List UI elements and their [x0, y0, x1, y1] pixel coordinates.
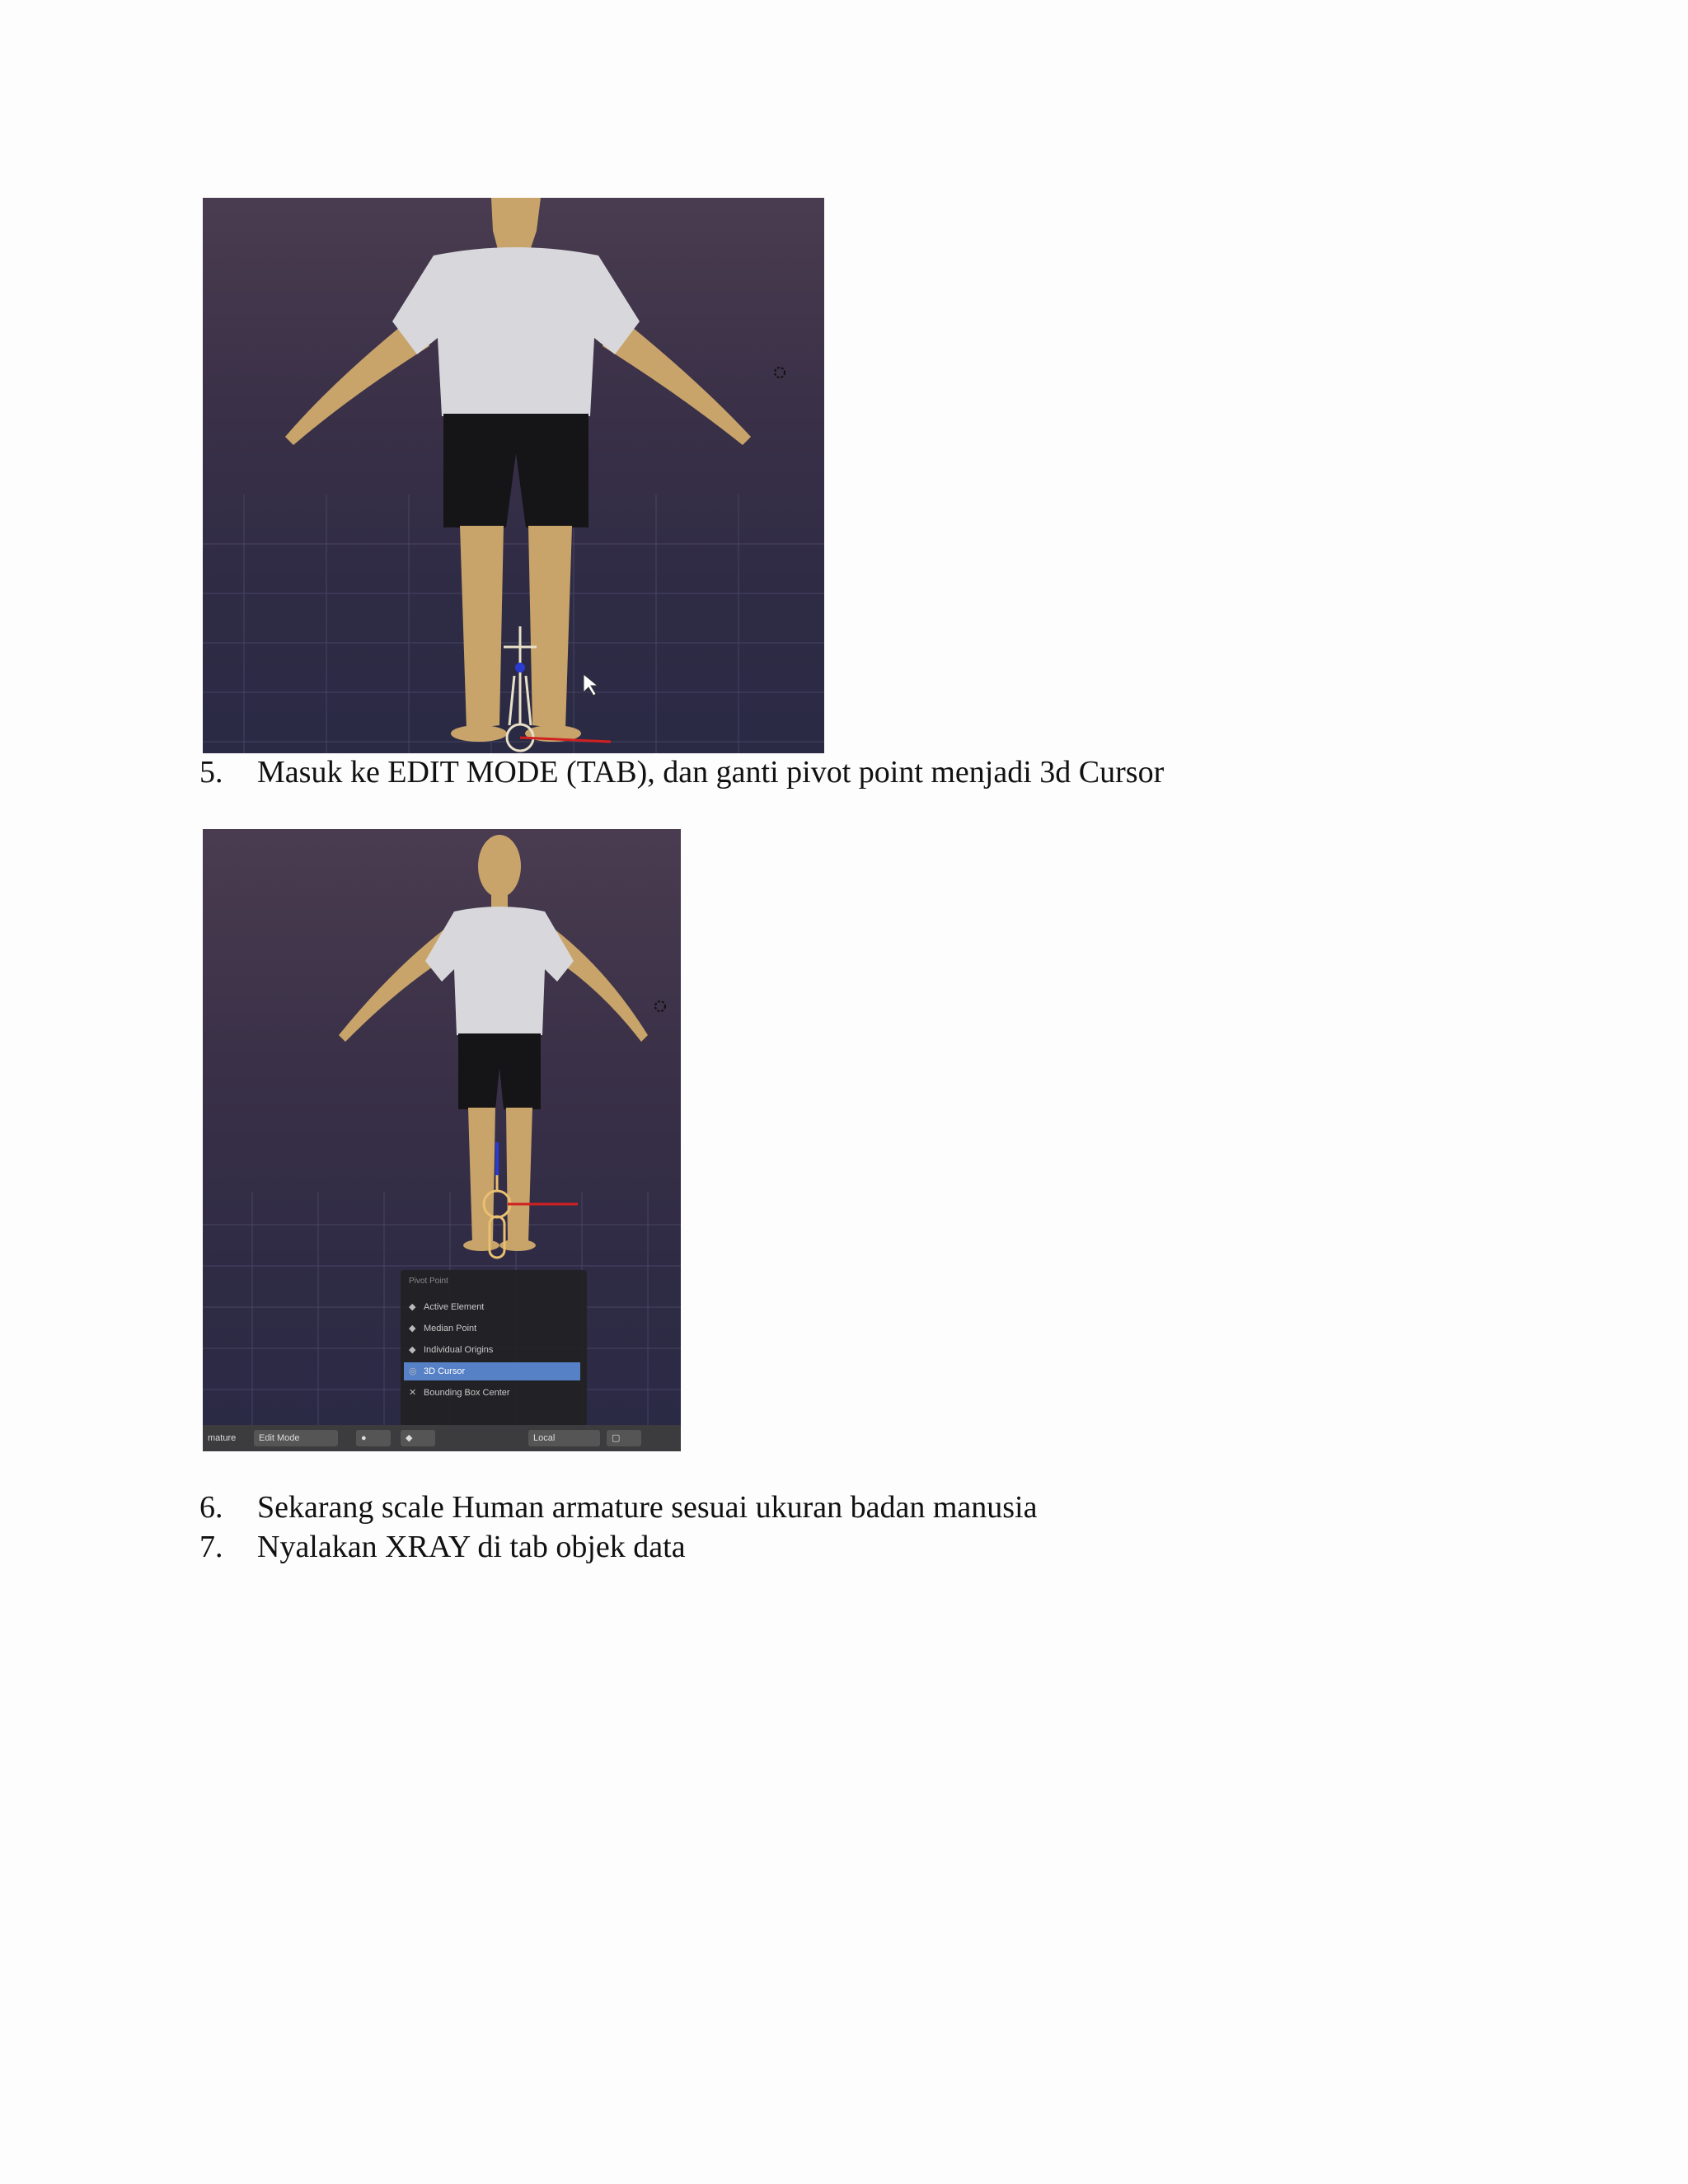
active-element-icon: ◆: [409, 1302, 416, 1312]
step-text: Nyalakan XRAY di tab objek data: [257, 1530, 686, 1564]
menu-item-individual-origins[interactable]: [404, 1341, 580, 1359]
menu-item-label: Individual Origins: [424, 1345, 494, 1355]
step-text: Masuk ke EDIT MODE (TAB), dan ganti pivot point menjadi 3d Cursor: [257, 755, 1165, 790]
pivot-point-select[interactable]: ◆: [401, 1430, 435, 1446]
step-6: [199, 1488, 1037, 1526]
menu-item-bounding-box-center[interactable]: [404, 1384, 580, 1402]
step-7: [199, 1528, 686, 1566]
menu-item-3d-cursor[interactable]: [404, 1362, 580, 1380]
menu-item-label: 3D Cursor: [424, 1366, 466, 1376]
pivot-point-menu-title: Pivot Point: [409, 1277, 448, 1286]
menu-item-label: Bounding Box Center: [424, 1388, 510, 1398]
step-text: Sekarang scale Human armature sesuai ukuran badan manusia: [257, 1490, 1038, 1525]
human-model-figure-1: [203, 198, 824, 753]
3d-cursor-icon: ◎: [409, 1366, 417, 1376]
pivot-point-menu: [401, 1270, 587, 1427]
menu-item-median-point[interactable]: [404, 1319, 580, 1338]
median-point-icon: ◆: [409, 1324, 416, 1333]
mode-select[interactable]: Edit Mode: [254, 1430, 338, 1446]
shading-select[interactable]: ●: [356, 1430, 391, 1446]
bounding-box-center-icon: ✕: [409, 1388, 417, 1398]
orientation-select[interactable]: Local: [528, 1430, 600, 1446]
menu-item-label: Median Point: [424, 1324, 477, 1333]
menu-item-label: Active Element: [424, 1302, 485, 1312]
individual-origins-icon: ◆: [409, 1345, 416, 1355]
step-5: [199, 753, 1164, 791]
step-number: 7.: [199, 1530, 223, 1564]
menu-item-active-element[interactable]: [404, 1298, 580, 1316]
step-number: 6.: [199, 1490, 223, 1525]
viewport-screenshot-1: [203, 198, 824, 753]
step-number: 5.: [199, 755, 223, 790]
layer-toggle[interactable]: ▢: [607, 1430, 641, 1446]
header-left-label: mature: [208, 1433, 237, 1443]
viewport-header: [203, 1425, 681, 1451]
viewport-screenshot-2: [203, 829, 681, 1451]
